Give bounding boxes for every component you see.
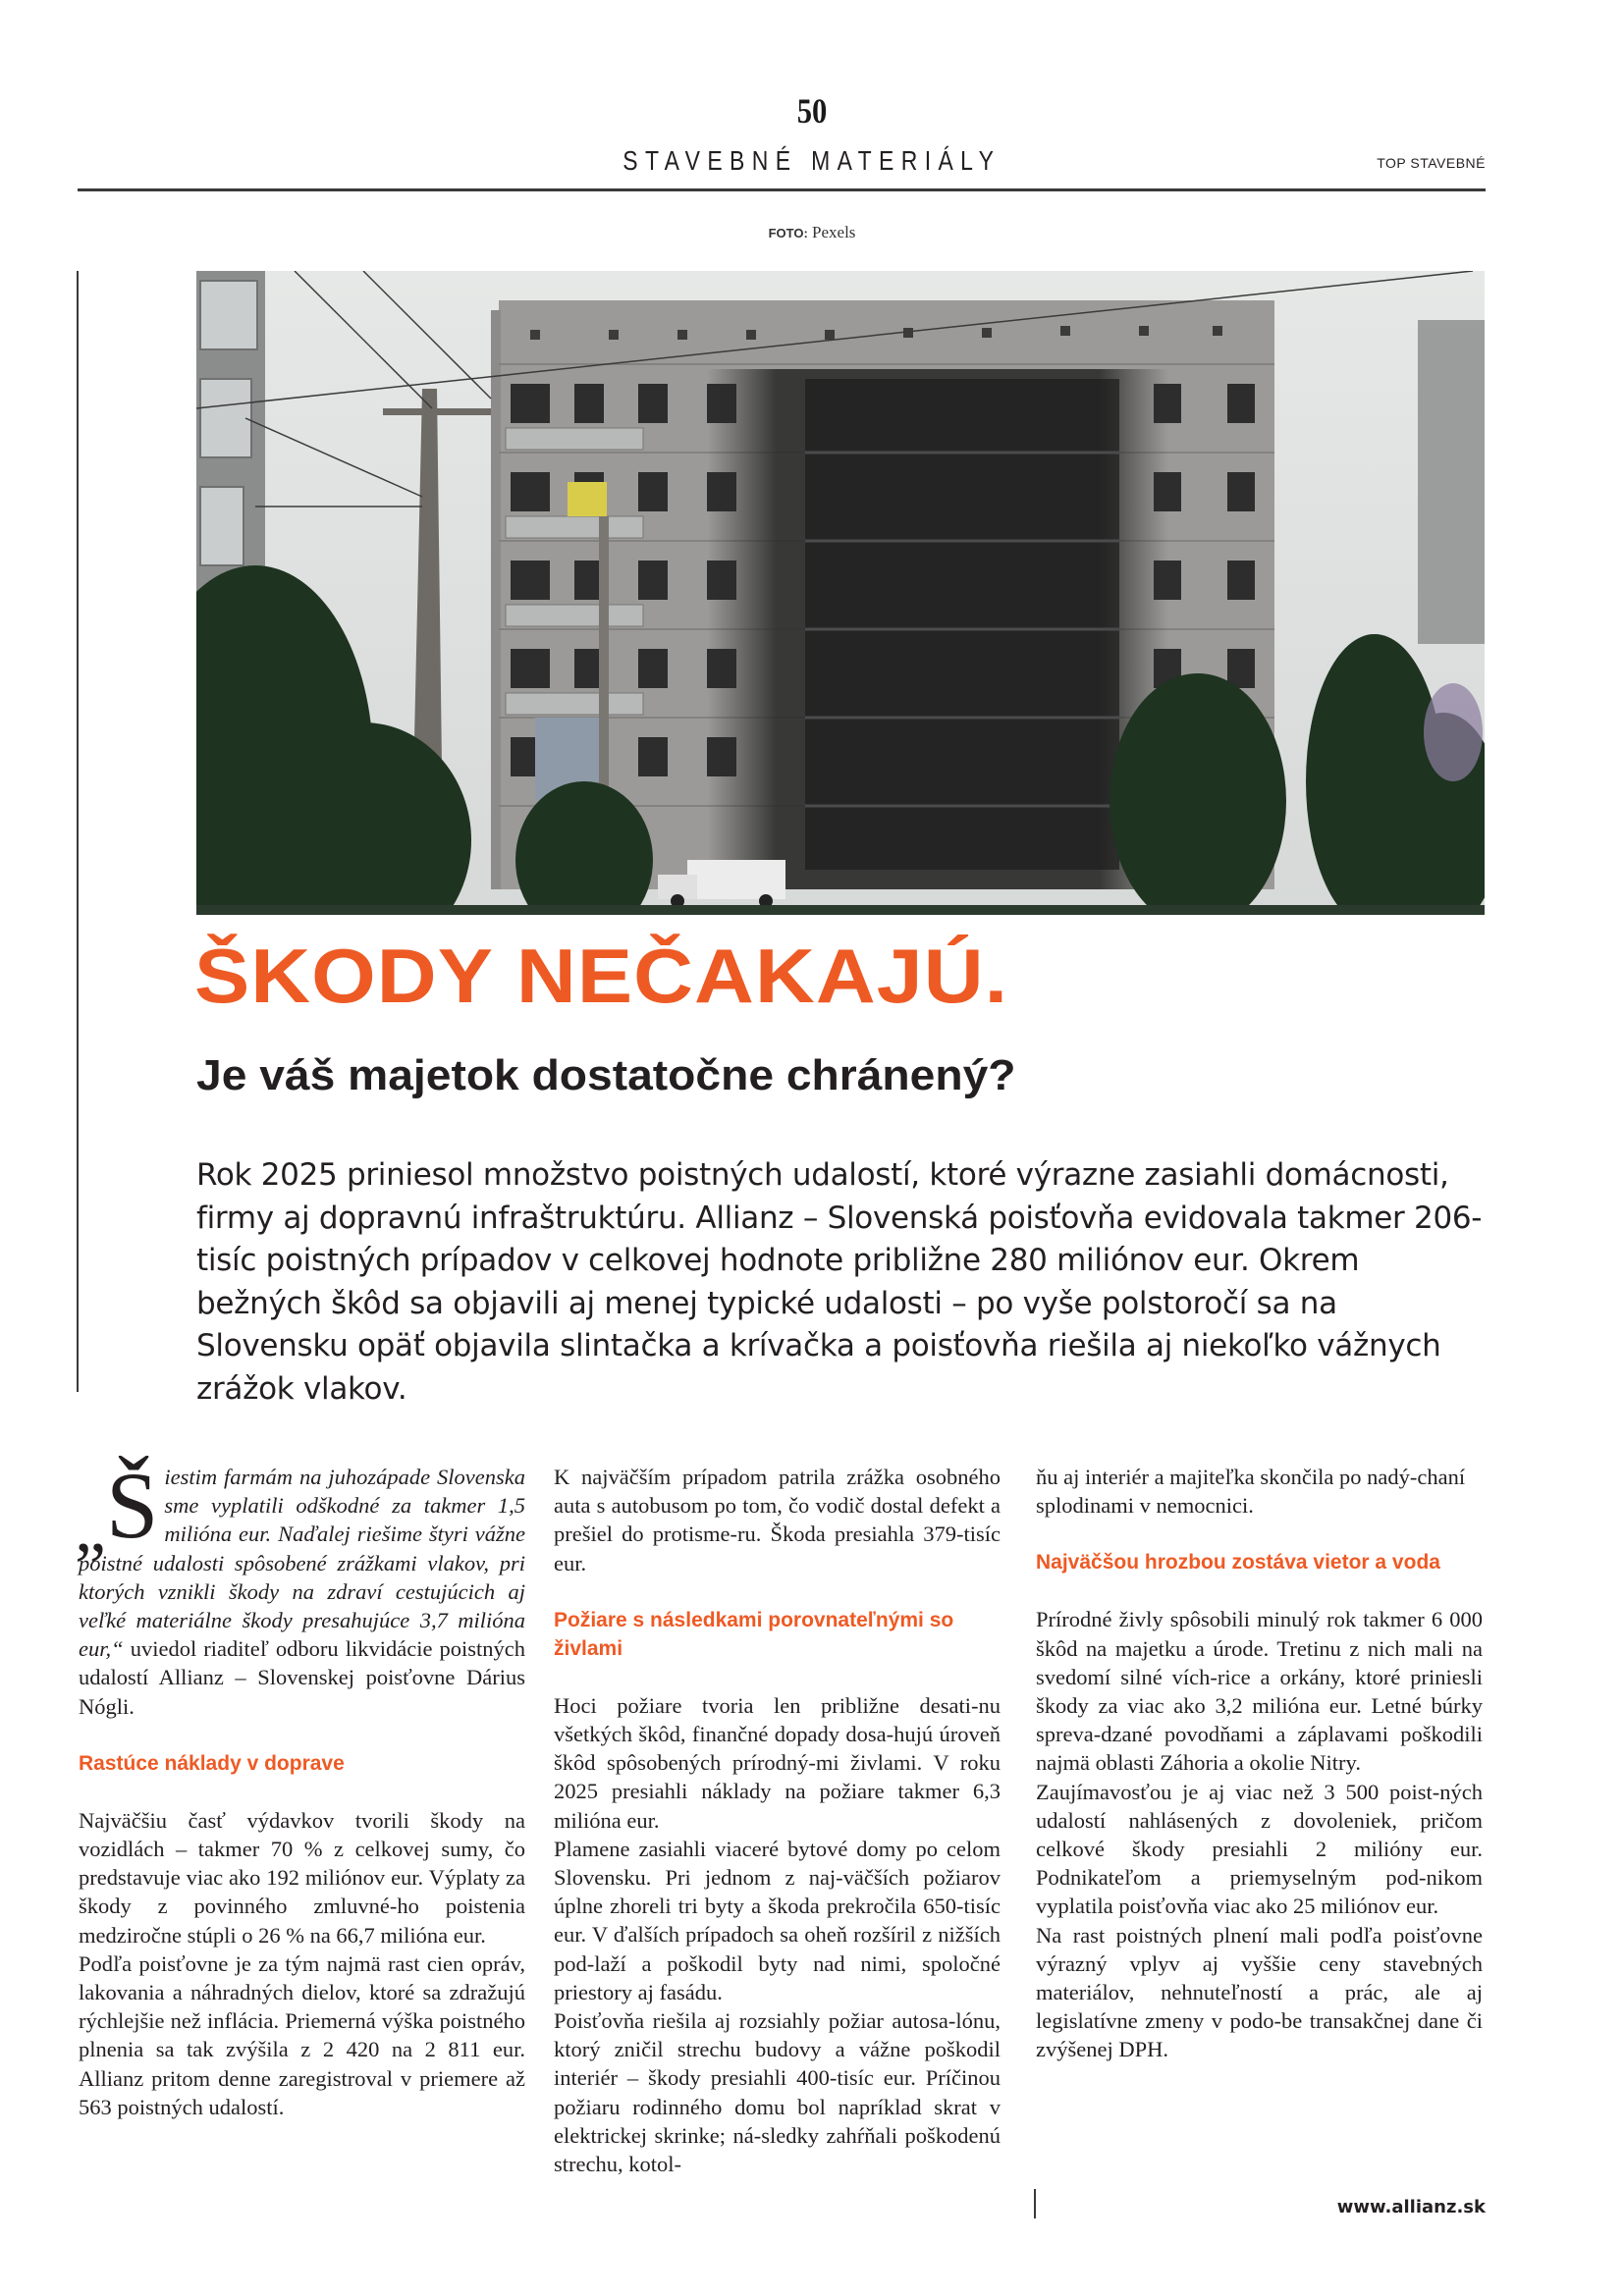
lead-text: Rok 2025 priniesol množstvo poistných udalostí, ktoré výrazne zasiahli domácnosti, firmy aj dopravnú infraštruktúru. Allianz – Slovenská poisťovňa evidovala takmer 206-tisíc poistných prípadov v celkovej hodnote približne 280 miliónov eur. Okrem bežných škôd sa objavili aj menej typické udalosti – po vyše polstoročí sa na Slovensku opäť objavila slintačka a krívačka a poisťovňa riešila aj niekoľko vážnych zrážok vlakov. [196,1157,1483,1407]
pull-quote [75,1453,525,1721]
paragraph: Podľa poisťovne je za tým najmä rast cien opráv, lakovania a náhradných dielov, ktoré sa zdražujú rýchlejšie než inflácia. Priemerná výška poistného plnenia sa tak zvýšila z 2 420 na 2 811 eur. Allianz pritom denne zaregistroval v priemere až 563 poistných udalostí. [79,1950,525,2119]
article-column-2 [554,1463,1001,2178]
headline: ŠKODY NEČAKAJÚ. [194,933,1009,1019]
paragraph: Na rast poistných plnení mali podľa poisťovne výrazný vplyv aj vyššie ceny stavebných materiálov, nehnuteľností a prác, ale aj legislatívne zmeny v podo-be transakčnej dane či zvýšenej DPH. [1036,1922,1483,2062]
paragraph: K najväčším prípadom patrila zrážka osobného auta s autobusom po tom, čo vodič dostal defekt a prešiel do protisme-ru. Škoda presiahla 379-tisíc eur. [554,1465,1001,1575]
paragraph: Plamene zasiahli viaceré bytové domy po celom Slovensku. Pri jednom z naj-väčších požiarov úplne zhoreli tri byty a škoda prekročila 650-tisíc eur. V ďalších prípadoch sa oheň rozšíril z nižších pod-laží a poškodil byty nad nimi, spoločné priestory aj fasádu. [554,1836,1001,2004]
footer-website-link[interactable]: www.allianz.sk [1336,2197,1486,2217]
dropcap: Š [106,1453,159,1558]
paragraph: Prírodné živly spôsobili minulý rok takmer 6 000 škôd na majetku a úrode. Tretinu z nich mali na svedomí silné vích-rice a orkány, ktoré priniesli škody za viac ako 3,2 milióna eur. Letné búrky spreva-dzané povodňami a záplavami poškodili najmä oblasti Záhoria a okolie Nitry. [1036,1607,1483,1776]
publication-name: TOP STAVEBNÉ [1377,155,1486,171]
photo-credit-value: Pexels [812,223,856,241]
page-number: 50 [796,91,828,131]
paragraph: Najväčšiu časť výdavkov tvorili škody na vozidlách – takmer 70 % z celkovej sumy, čo predstavuje viac ako 192 miliónov eur. Výplaty za škody z povinného zmluvné-ho poistenia medziročne stúpli o 26 % na 66,7 milióna eur. [79,1807,525,1948]
footer-vertical-rule [1034,2189,1036,2218]
subheading-wind-water: Najväčšou hrozbou zostáva vietor a voda [1036,1551,1440,1575]
subheading-transport-costs: Rastúce náklady v doprave [79,1751,345,1775]
article-column-3 [1036,1463,1483,2064]
subheadline: Je váš majetok dostatočne chránený? [196,1051,1016,1099]
lead-paragraph [196,1154,1492,1411]
header-divider [78,188,1486,191]
paragraph: Hoci požiare tvoria len približne desati-nu všetkých škôd, finančné dopady dosa-hujú úroveň škôd spôsobených prírodný-mi živlami. V roku 2025 presiahli náklady na požiare takmer 6,3 milióna eur. [554,1692,1001,1833]
open-quote-mark: „ [75,1488,106,1567]
paragraph: Zaujímavosťou je aj viac než 3 500 poist-ných udalostí nahlásených z dovoleniek, pričom celkové škody presiahli 2 milióny eur. Podnikateľom a priemyselným pod-nikom vyplatila poisťovňa viac ako 25 miliónov eur. [1036,1779,1483,1919]
article-photo [196,271,1485,915]
burned-building-image [196,271,1485,915]
photo-credit [0,223,1624,242]
paragraph: ňu aj interiér a majiteľka skončila po nadý-chaní splodinami v nemocnici. [1036,1465,1466,1519]
quote-attribution: uviedol riaditeľ odboru likvidácie poistných udalostí Allianz – Slovenskej poisťovne Dárius Nógli. [79,1636,525,1719]
subheading-fires: Požiare s následkami porovnateľnými so živlami [554,1608,954,1660]
article-column-1 [75,1453,525,2121]
section-title-text: STAVEBNÉ MATERIÁLY [623,145,1001,176]
paragraph: Poisťovňa riešila aj rozsiahly požiar autosa-lónu, ktorý zničil strechu budovy a vážne poškodil interiér – škody presiahli 400-tisíc eur. Príčinou požiaru rodinného domu bol napríklad skrat v elektrickej skrinke; ná-sledky zahŕňali poškodenú strechu, kotol- [554,2008,1001,2177]
photo-credit-label: FOTO: [768,226,808,240]
left-vertical-rule [77,271,79,1392]
quote-text: iestim farmám na juhozápade Slovenska sme vyplatili odškodné za takmer 1,5 milióna eur. Naďalej riešime štyri vážne poistné udalosti spôsobené zrážkami vlakov, pri ktorých vznikli škody na zdraví cestujúcich aj veľké materiálne škody presahujúce 3,7 milióna eur,“ [79,1465,525,1662]
